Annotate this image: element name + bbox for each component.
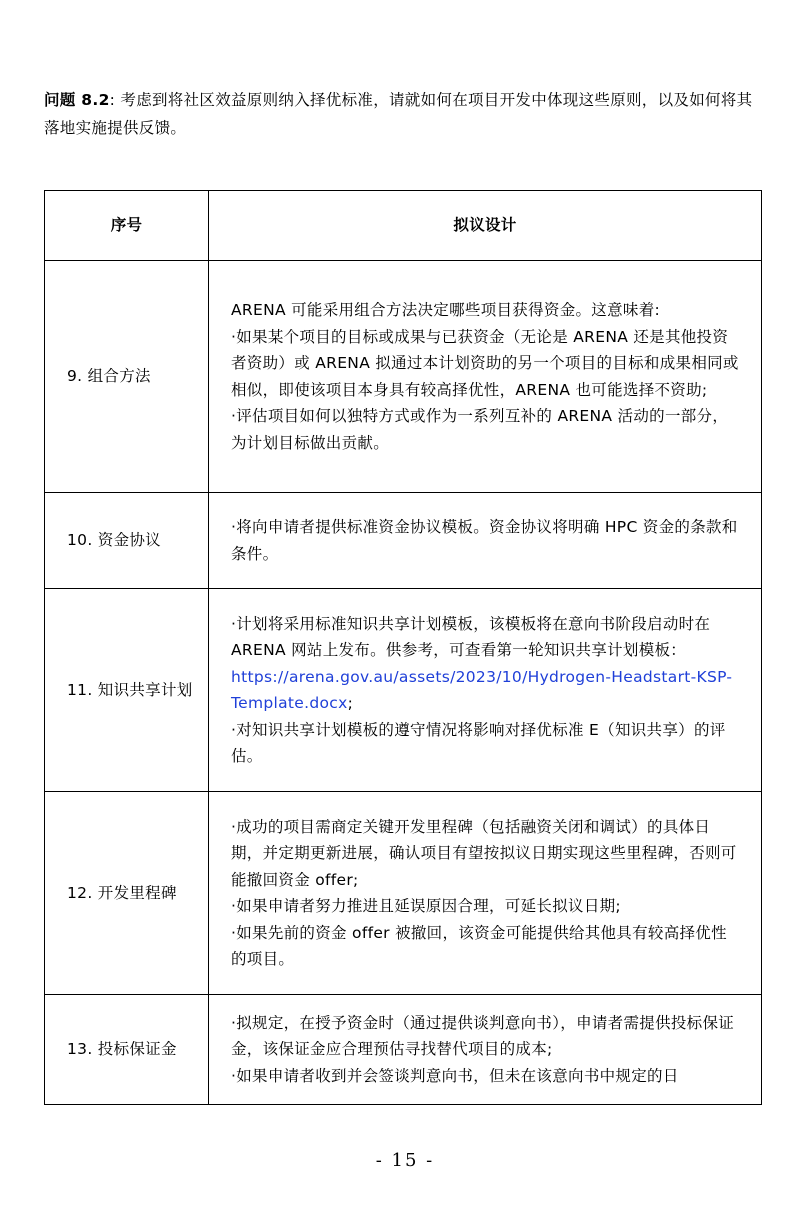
row-number-label: 10. 资金协议: [45, 493, 209, 589]
row-text-line: ·如果某个项目的目标或成果与已获资金（无论是 ARENA 还是其他投资者资助）或 ARENA 拟通过本计划资助的另一个项目的目标和成果相同或相似，即使该项目本身具有较高择优性，ARENA 也可能选择不资助;: [231, 327, 739, 399]
table-row: [45, 792, 762, 995]
ksp-template-link[interactable]: https://arena.gov.au/assets/2023/10/Hydrogen-Headstart-KSP-Template.docx: [231, 667, 733, 712]
question-paragraph: [44, 86, 766, 142]
row-number-label: 9. 组合方法: [45, 261, 209, 493]
row-text-line: ·对知识共享计划模板的遵守情况将影响对择优标准 E（知识共享）的评估。: [231, 720, 726, 765]
row-text-line: ·如果申请者收到并会签谈判意向书，但未在该意向书中规定的日: [231, 1066, 679, 1085]
row-description: [209, 261, 762, 493]
page-number: - 15 -: [375, 1150, 435, 1171]
row-description: [209, 792, 762, 995]
table-header-row: [45, 191, 762, 261]
row-number-label: 13. 投标保证金: [45, 995, 209, 1105]
row-text-line: [231, 611, 741, 717]
table-row: [45, 995, 762, 1105]
row-text-line: ·如果先前的资金 offer 被撤回，该资金可能提供给其他具有较高择优性的项目。: [231, 923, 727, 968]
row-number-label: 12. 开发里程碑: [45, 792, 209, 995]
row-text-line: ·评估项目如何以独特方式或作为一系列互补的 ARENA 活动的一部分，为计划目标做出贡献。: [231, 407, 729, 452]
table-row: [45, 261, 762, 493]
row-description: [209, 995, 762, 1105]
row-description: [209, 493, 762, 589]
row-text-line: ·成功的项目需商定关键开发里程碑（包括融资关闭和调试）的具体日期，并定期更新进展，确认项目有望按拟议日期实现这些里程碑，否则可能撤回资金 offer;: [231, 817, 737, 889]
question-text: : 考虑到将社区效益原则纳入择优标准，请就如何在项目开发中体现这些原则，以及如何将其落地实施提供反馈。: [44, 91, 753, 137]
row-number-label: 11. 知识共享计划: [45, 589, 209, 792]
question-label: 问题 8.2: [44, 91, 110, 109]
row-text-line: ARENA 可能采用组合方法决定哪些项目获得资金。这意味着:: [231, 301, 661, 319]
row-text-line: ·将向申请者提供标准资金协议模板。资金协议将明确 HPC 资金的条款和条件。: [231, 518, 738, 563]
row-text-line: ·拟规定，在授予资金时（通过提供谈判意向书），申请者需提供投标保证金，该保证金应合理预估寻找替代项目的成本;: [231, 1013, 735, 1059]
row-text-line: ·如果申请者努力推进且延误原因合理，可延长拟议日期;: [231, 897, 621, 915]
row-text: ·计划将采用标准知识共享计划模板，该模板将在意向书阶段启动时在 ARENA 网站上发布。供参考，可查看第一轮知识共享计划模板：: [231, 614, 711, 659]
proposed-design-table: [44, 190, 762, 1105]
header-sequence: 序号: [45, 191, 209, 261]
link-suffix: ;: [347, 694, 354, 712]
table-row: [45, 493, 762, 589]
row-description: [209, 589, 762, 792]
header-proposed-design: 拟议设计: [209, 191, 762, 261]
table-row: [45, 589, 762, 792]
